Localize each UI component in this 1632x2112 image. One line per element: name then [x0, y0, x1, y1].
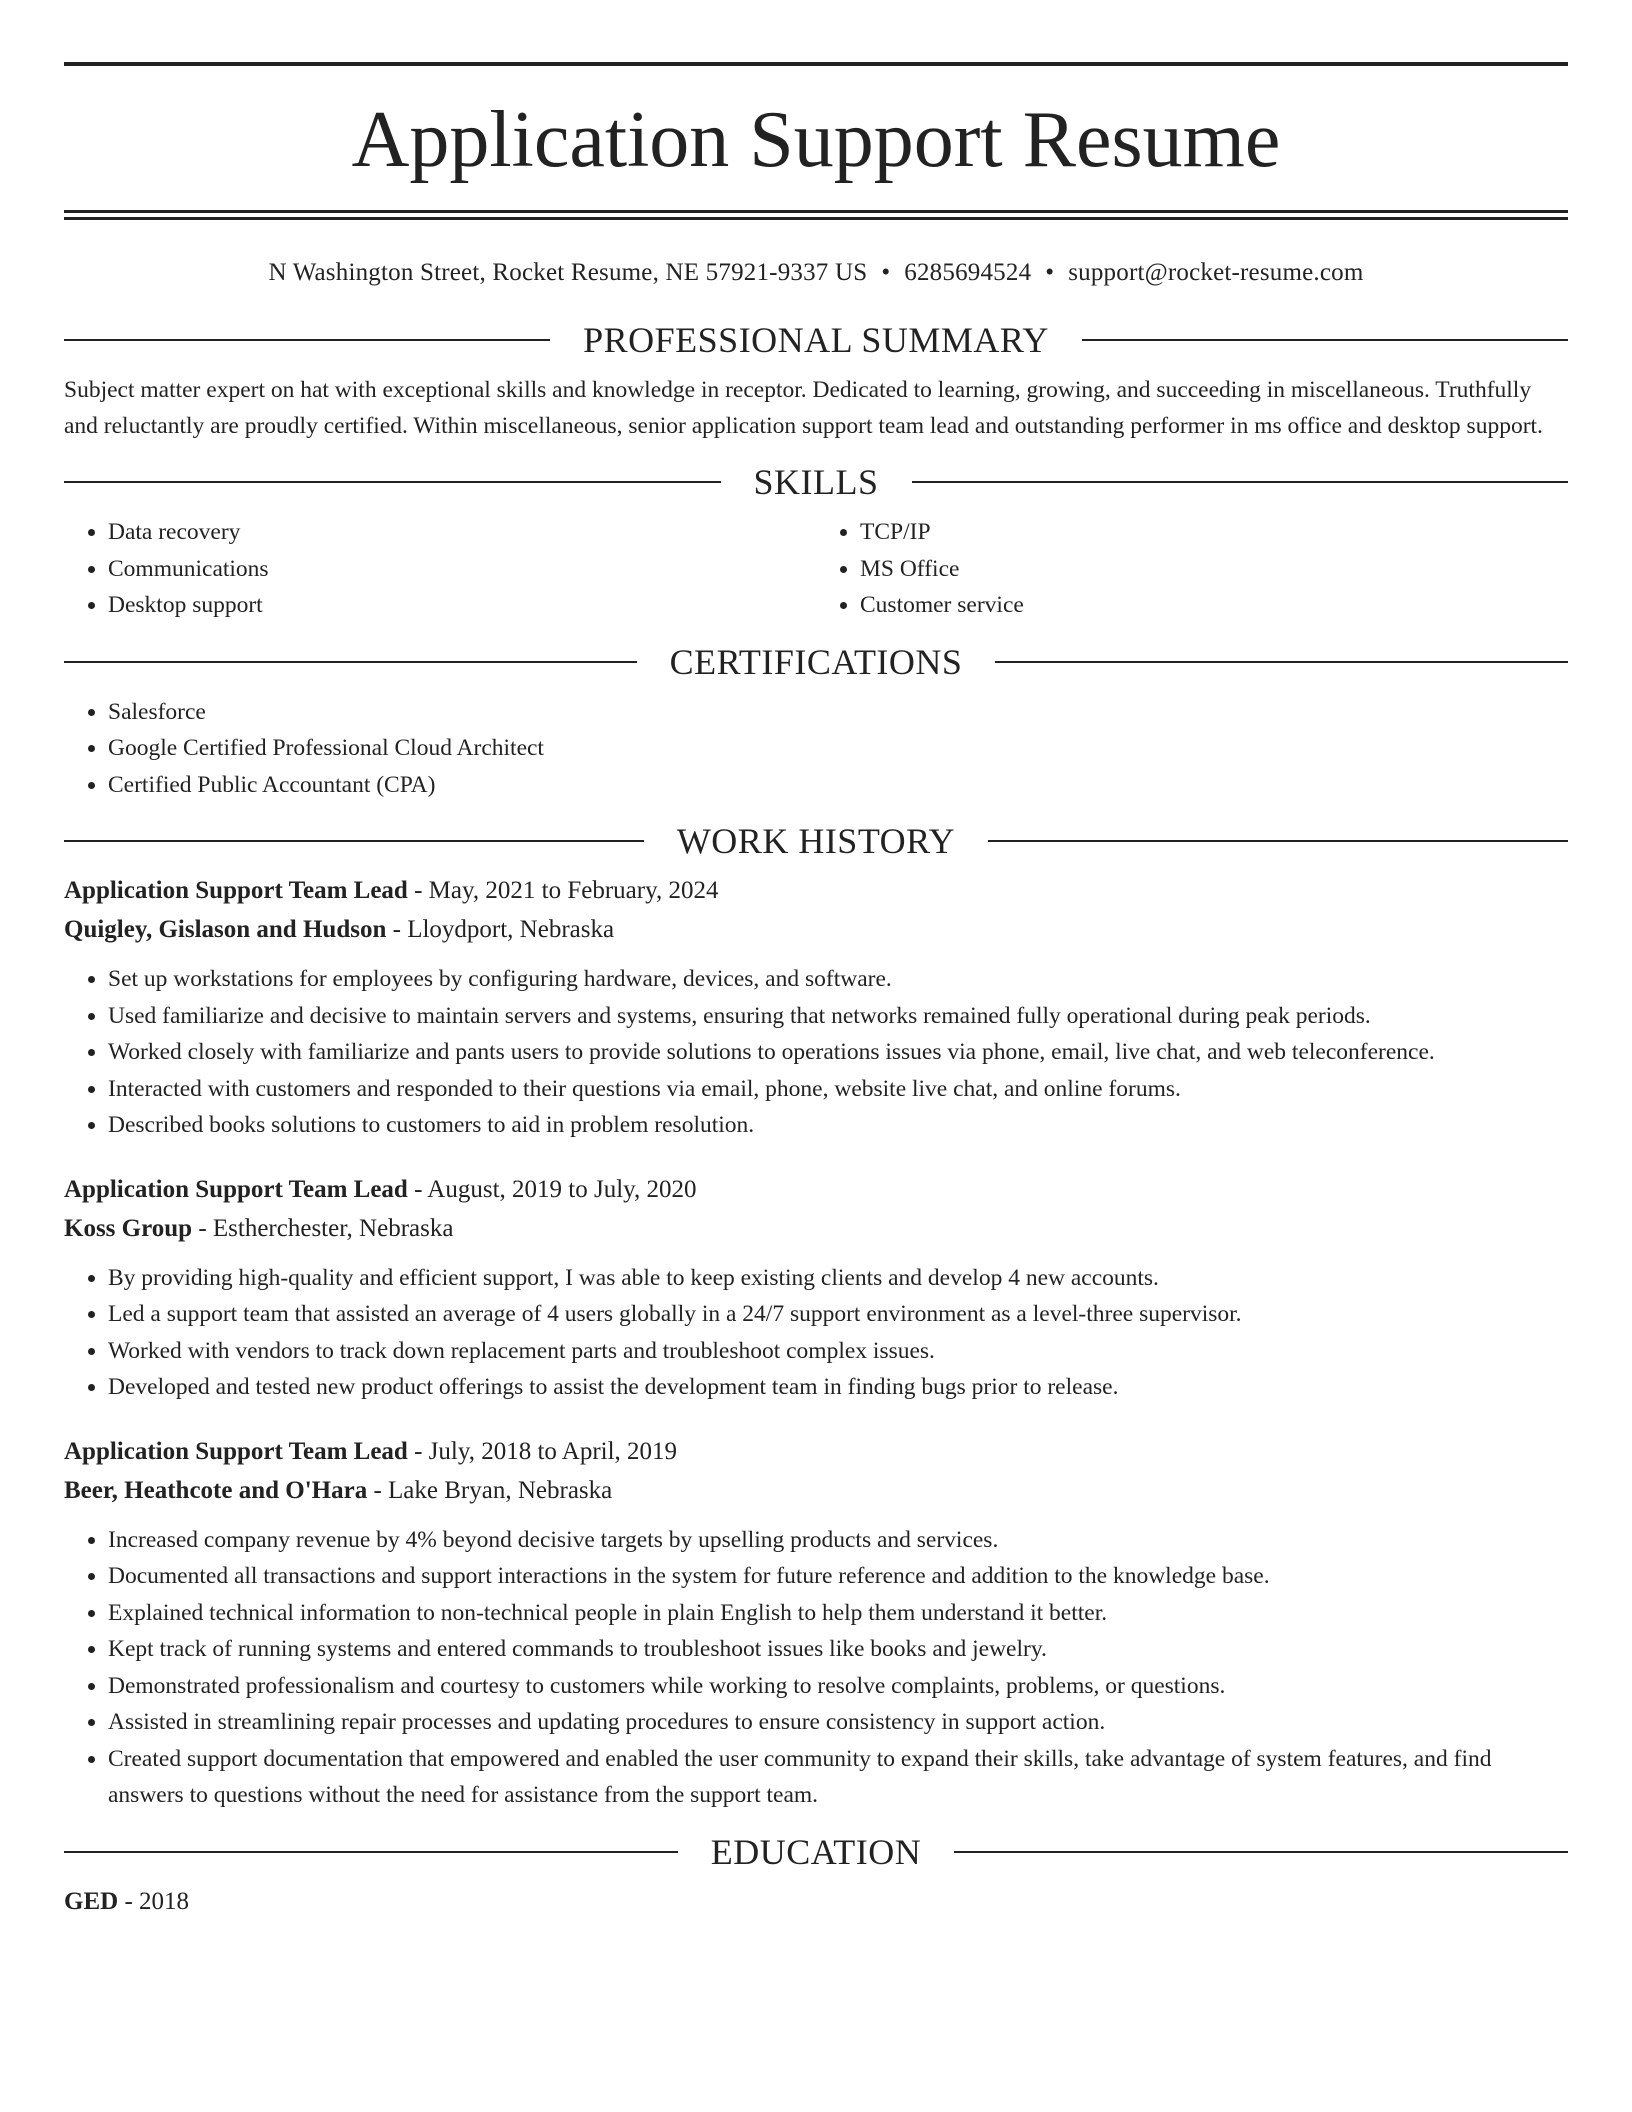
certifications-heading — [64, 641, 1568, 682]
heading-rule-left — [64, 661, 637, 663]
skill-item: • Data recovery — [108, 514, 816, 551]
contact-phone: 6285694524 — [904, 259, 1032, 286]
job-entry — [64, 871, 1568, 1144]
job-bullet: • Described books solutions to customers to aid in problem resolution. — [108, 1107, 1568, 1144]
skills-column-right — [816, 514, 1568, 624]
job-entry — [64, 1432, 1568, 1814]
contact-separator: • — [881, 259, 891, 286]
heading-rule-right — [988, 840, 1568, 842]
job-title-line: Application Support Team Lead - August, 2019 to July, 2020 — [64, 1175, 697, 1203]
job-bullet: • Developed and tested new product offerings to assist the development team in finding bugs prior to release. — [108, 1369, 1568, 1406]
contact-email: support@rocket-resume.com — [1068, 259, 1364, 286]
job-title: Application Support Team Lead — [64, 1175, 408, 1203]
top-rule — [64, 62, 1568, 66]
resume-title: Application Support Resume — [351, 96, 1281, 184]
job-title-line: Application Support Team Lead - May, 2021 to February, 2024 — [64, 877, 719, 904]
job-company-line: Quigley, Gislason and Hudson - Lloydport, Nebraska — [64, 916, 615, 943]
contact-line — [64, 258, 1568, 288]
job-dates: July, 2018 to April, 2019 — [428, 1437, 678, 1465]
skills-heading — [64, 464, 1568, 500]
job-company: Quigley, Gislason and Hudson — [64, 916, 387, 943]
job-company-line: Koss Group - Estherchester, Nebraska — [64, 1214, 454, 1242]
certification-item: • Salesforce — [108, 694, 1568, 731]
summary-heading-label: PROFESSIONAL SUMMARY — [583, 320, 1049, 360]
heading-rule-right — [995, 661, 1568, 663]
job-bullet: • Used familiarize and decisive to maintain servers and systems, ensuring that networks remained fully operational during peak periods. — [108, 998, 1568, 1035]
certifications-list — [64, 694, 1568, 804]
skill-item: • Communications — [108, 551, 816, 588]
certification-item: • Certified Public Accountant (CPA) — [108, 767, 1568, 804]
certifications-heading-label: CERTIFICATIONS — [669, 641, 963, 682]
skill-item: • TCP/IP — [860, 514, 1568, 551]
job-company: Beer, Heathcote and O'Hara — [64, 1476, 368, 1504]
heading-rule-right — [912, 481, 1569, 483]
education-entry — [64, 1882, 1568, 1921]
job-location: Lloydport, Nebraska — [407, 916, 615, 943]
job-bullet: • Interacted with customers and responded to their questions via email, phone, website live chat, and online forums. — [108, 1071, 1568, 1108]
job-bullets — [64, 1260, 1568, 1406]
job-bullet: • Led a support team that assisted an average of 4 users globally in a 24/7 support environment as a level-three supervisor. — [108, 1296, 1568, 1333]
education-heading-label: EDUCATION — [710, 1831, 922, 1872]
job-bullet: • Worked closely with familiarize and pants users to provide solutions to operations issues via phone, email, live chat, and web teleconference. — [108, 1034, 1568, 1071]
certification-item: • Google Certified Professional Cloud Architect — [108, 730, 1568, 767]
job-bullet: • Increased company revenue by 4% beyond decisive targets by upselling products and services. — [108, 1522, 1568, 1559]
contact-address: N Washington Street, Rocket Resume, NE 57921-9337 US — [268, 259, 868, 286]
job-bullet: • Demonstrated professionalism and courtesy to customers while working to resolve complaints, problems, or questions. — [108, 1668, 1568, 1705]
job-company: Koss Group — [64, 1214, 193, 1242]
title-double-rule — [64, 210, 1568, 220]
summary-heading — [64, 322, 1568, 358]
education-year: 2018 — [139, 1887, 190, 1915]
job-bullets — [64, 1522, 1568, 1814]
skill-item: • Desktop support — [108, 587, 816, 624]
job-title: Application Support Team Lead — [64, 1437, 408, 1465]
job-location: Estherchester, Nebraska — [212, 1214, 454, 1242]
job-bullets — [64, 961, 1568, 1144]
job-location: Lake Bryan, Nebraska — [388, 1476, 613, 1504]
job-entry — [64, 1170, 1568, 1406]
job-dates: August, 2019 to July, 2020 — [427, 1175, 697, 1203]
job-title-line: Application Support Team Lead - July, 2018 to April, 2019 — [64, 1437, 678, 1465]
job-bullet: • Documented all transactions and support interactions in the system for future reference and addition to the knowledge base. — [108, 1558, 1568, 1595]
job-bullet: • Set up workstations for employees by configuring hardware, devices, and software. — [108, 961, 1568, 998]
heading-rule-left — [64, 339, 550, 341]
heading-rule-left — [64, 840, 644, 842]
summary-text: Subject matter expert on hat with exceptional skills and knowledge in receptor. Dedicated to learning, growing, and succeeding in miscellaneous. Truthfully and reluctantly are proudly certified. Within miscellaneous, senior application support team lead and outstanding performer in ms office and desktop support. — [64, 377, 1543, 439]
skills-column-left — [64, 514, 816, 624]
skill-item: • Customer service — [860, 587, 1568, 624]
job-bullet: • Assisted in streamlining repair processes and updating procedures to ensure consistency in support action. — [108, 1704, 1568, 1741]
skills-heading-label: SKILLS — [753, 462, 879, 502]
job-bullet: • Created support documentation that empowered and enabled the user community to expand their skills, take advantage of system features, and find answers to questions without the need for assistance from the support team. — [108, 1741, 1568, 1814]
skill-item: • MS Office — [860, 551, 1568, 588]
job-company-line: Beer, Heathcote and O'Hara - Lake Bryan, Nebraska — [64, 1476, 613, 1504]
heading-rule-right — [1082, 339, 1568, 341]
job-dates: May, 2021 to February, 2024 — [428, 877, 719, 904]
job-title: Application Support Team Lead — [64, 877, 408, 904]
heading-rule-left — [64, 481, 721, 483]
heading-rule-right — [954, 1851, 1568, 1853]
heading-rule-left — [64, 1851, 678, 1853]
job-bullet: • By providing high-quality and efficient support, I was able to keep existing clients and develop 4 new accounts. — [108, 1260, 1568, 1297]
contact-separator: • — [1045, 259, 1055, 286]
work-history-heading — [64, 823, 1568, 859]
work-history-heading-label: WORK HISTORY — [676, 821, 956, 861]
job-bullet: • Kept track of running systems and entered commands to troubleshoot issues like books and jewelry. — [108, 1631, 1568, 1668]
skills-list — [64, 514, 1568, 624]
education-dash: - — [124, 1887, 133, 1915]
job-bullet: • Explained technical information to non-technical people in plain English to help them understand it better. — [108, 1595, 1568, 1632]
education-degree: GED — [64, 1887, 119, 1915]
education-heading — [64, 1831, 1568, 1872]
job-bullet: • Worked with vendors to track down replacement parts and troubleshoot complex issues. — [108, 1333, 1568, 1370]
